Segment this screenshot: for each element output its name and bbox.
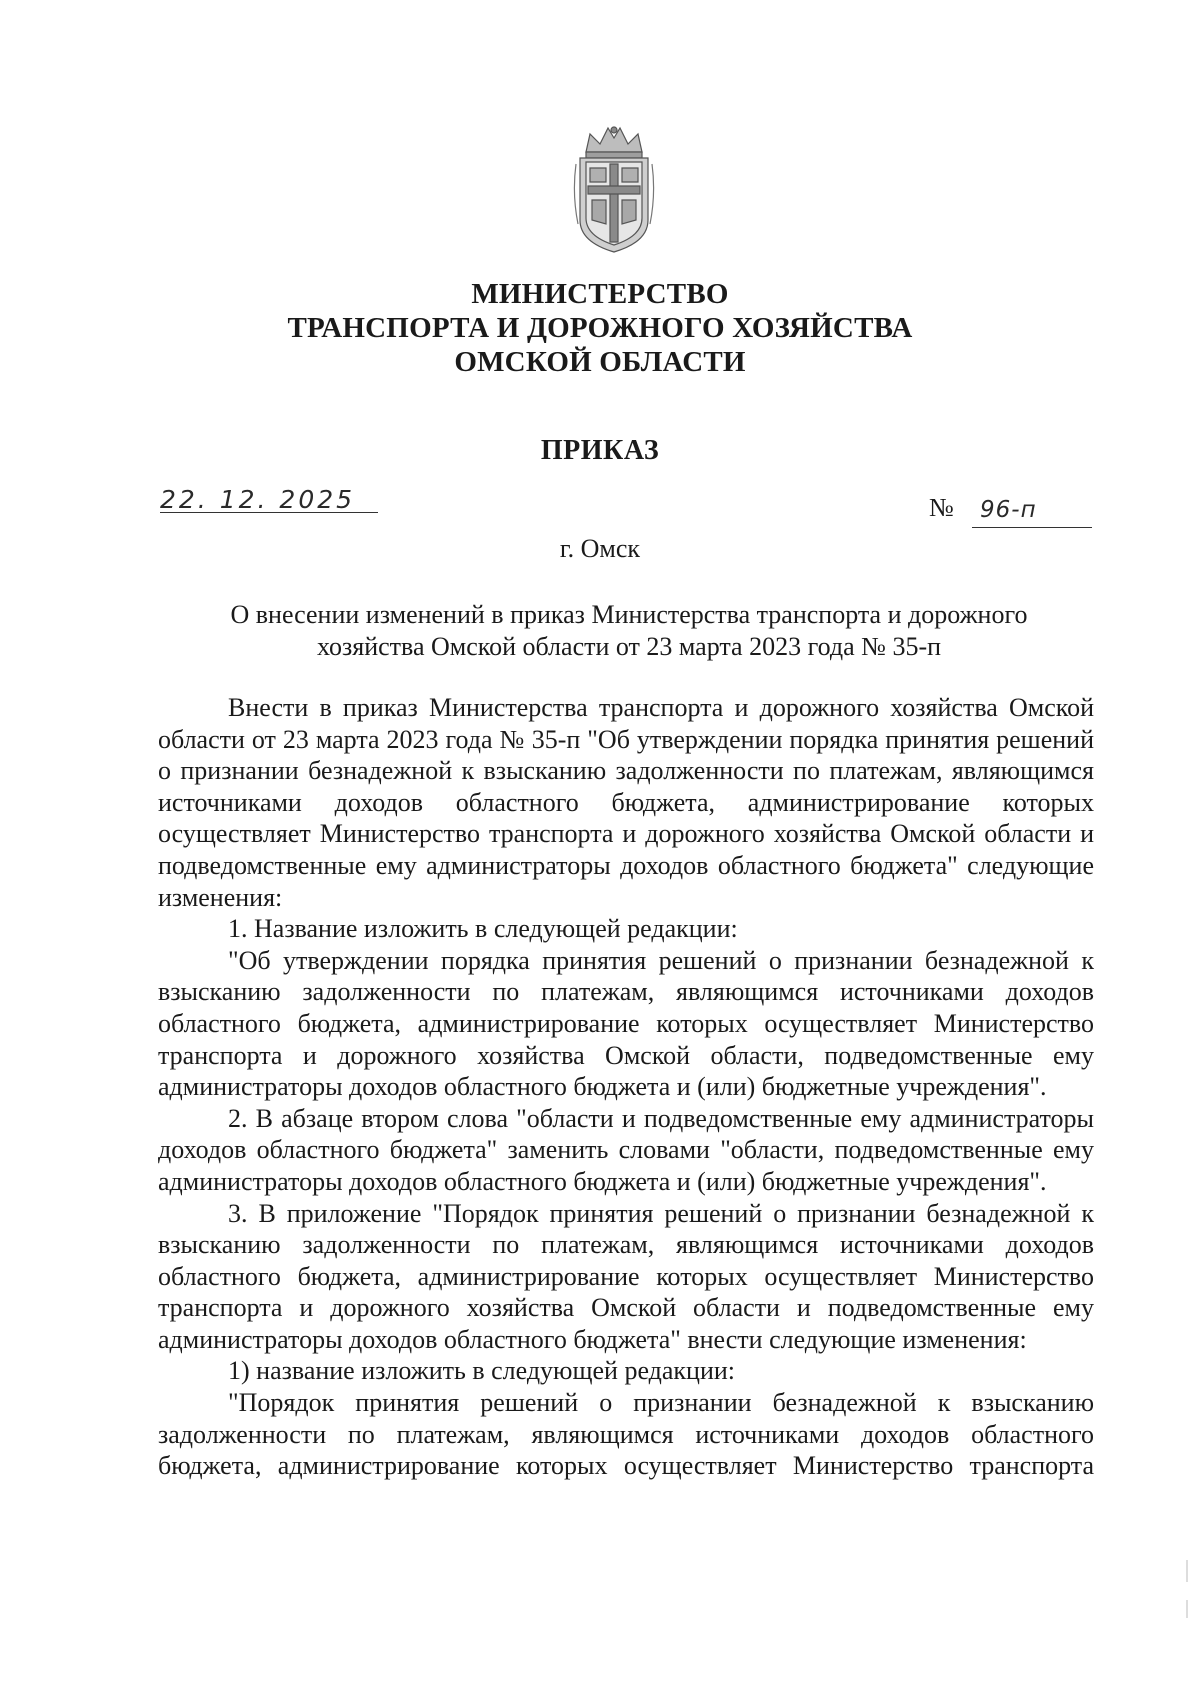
city-name: г. Омск — [559, 534, 641, 563]
body-paragraph: 3. В приложение "Порядок принятия решений о признании безнадежной к взысканию задолженности по платежам, являющимся источниками доходов областного бюджета, администрирование которых осуществляет Министерство транспорта и дорожного хозяйства Омской области и подведомственные ему администраторы доходов областного бюджета" внести следующие изменения: — [158, 1198, 1094, 1354]
number-underline — [972, 527, 1092, 528]
number-label: № — [929, 493, 954, 522]
coat-of-arms-icon — [572, 124, 656, 254]
body-paragraph: Внести в приказ Министерства транспорта и дорожного хозяйства Омской области от 23 марта 2023 года № 35-п "Об утверждении порядка принятия решений о признании безнадежной к взысканию задолженности по платежам, являющимся источниками доходов областного бюджета, администрирование которых осуществляет Министерство транспорта и дорожного хозяйства Омской области и подведомственные ему администраторы доходов областного бюджета" следующие изменения: — [158, 693, 1094, 912]
ministry-line-2: ТРАНСПОРТА И ДОРОЖНОГО ХОЗЯЙСТВА — [287, 312, 913, 344]
order-date: 22. 12. 2025 — [160, 485, 356, 514]
body-paragraph: 1. Название изложить в следующей редакции: — [228, 914, 738, 944]
order-subject — [0, 599, 1200, 663]
body-paragraph: "Порядок принятия решений о признании безнадежной к взысканию задолженности по платежам, являющимся источниками доходов областного бюджета, администрирование которых осуществляет Министерство транспорта — [158, 1388, 1094, 1481]
date-underline — [160, 512, 378, 513]
document-type-title: ПРИКАЗ — [540, 435, 660, 466]
ministry-name — [0, 277, 1200, 379]
order-body — [158, 692, 1094, 1482]
scan-margin-marks — [1184, 1560, 1190, 1640]
order-number: 96-п — [980, 497, 1037, 523]
body-paragraph: "Об утверждении порядка принятия решений о признании безнадежной к взысканию задолженности по платежам, являющимся источниками доходов областного бюджета, администрирование которых осуществляет Министерство транспорта и дорожного хозяйства Омской области, подведомственные ему администраторы доходов областного бюджета и (или) бюджетные учреждения". — [158, 945, 1094, 1102]
body-paragraph: 1) название изложить в следующей редакции: — [228, 1356, 736, 1386]
subject-line-1: О внесении изменений в приказ Министерства транспорта и дорожного — [230, 600, 1028, 629]
body-paragraph: 2. В абзаце втором слова "области и подведомственные ему администраторы доходов областного бюджета" заменить словами "области, подведомственные ему администраторы доходов областного бюджета и (или) бюджетные учреждения". — [158, 1103, 1094, 1196]
ministry-line-1: МИНИСТЕРСТВО — [471, 278, 729, 310]
ministry-line-3: ОМСКОЙ ОБЛАСТИ — [454, 346, 746, 378]
subject-line-2: хозяйства Омской области от 23 марта 2023 года № 35-п — [316, 632, 942, 661]
